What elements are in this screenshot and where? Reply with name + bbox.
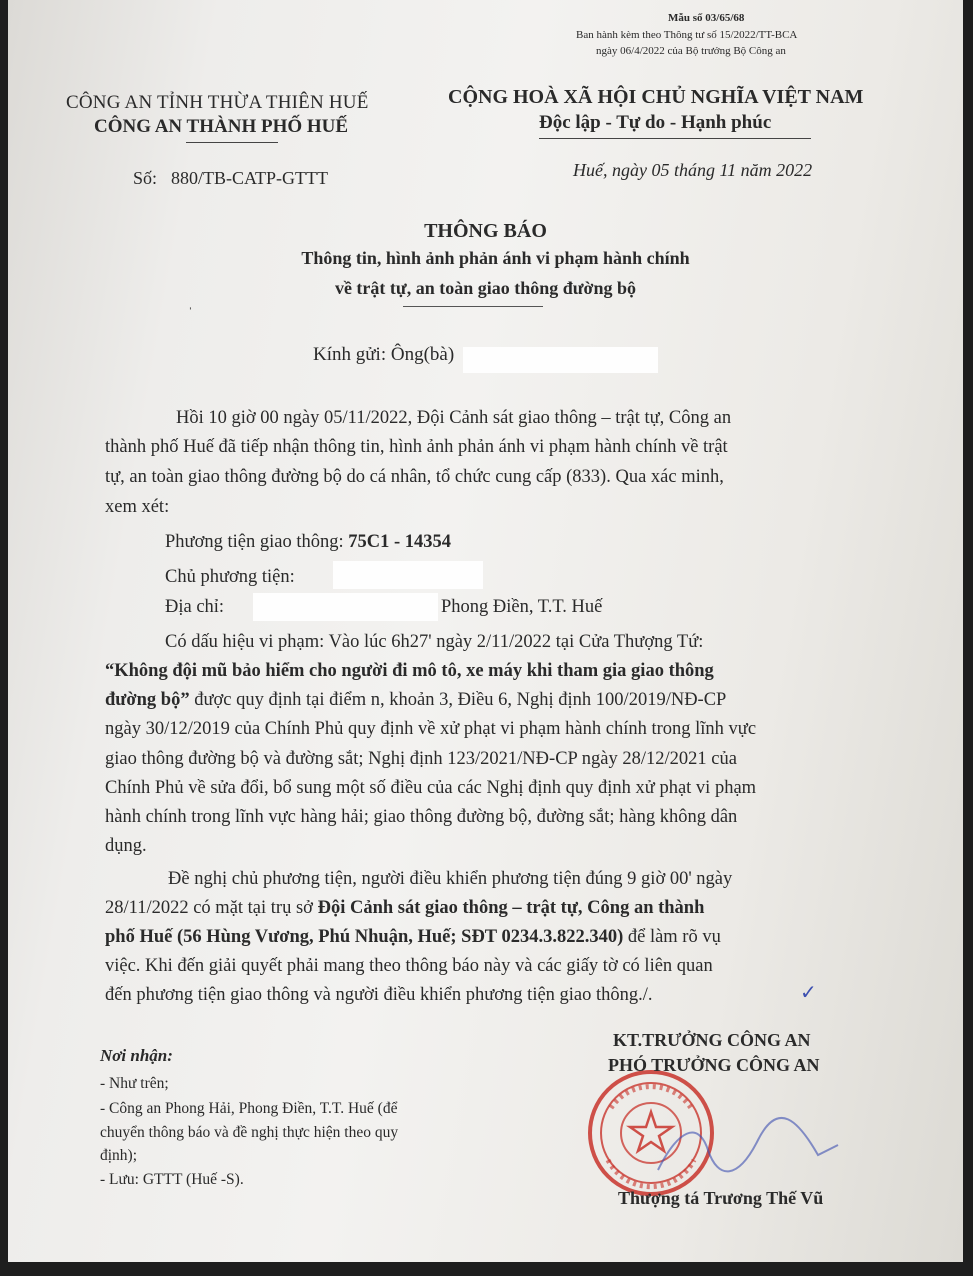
greeting-label: Kính gửi: Ông(bà) <box>313 344 455 365</box>
signature-title-2: PHÓ TRƯỞNG CÔNG AN <box>608 1055 820 1075</box>
signer-name: Thượng tá Trương Thế Vũ <box>618 1188 824 1208</box>
greeting <box>313 344 454 366</box>
vehicle-plate: 75C1 - 14354 <box>348 532 452 552</box>
recipient-item: định); <box>100 1147 138 1164</box>
recipients-title: Nơi nhận: <box>100 1046 173 1065</box>
violation-line-4: ngày 30/12/2019 của Chính Phủ quy định về xử phạt vi phạm hành chính trong lĩnh vực <box>105 719 757 739</box>
request-office-name: Đội Cảnh sát giao thông – trật tự, Công an thành <box>317 898 705 918</box>
vehicle-row <box>165 532 451 553</box>
issued-by-line-1: Ban hành kèm theo Thông tư số 15/2022/TT-BCA <box>576 29 798 41</box>
violation-line-7: hành chính trong lĩnh vực hàng hải; giao thông đường bộ, đường sắt; hàng không dân <box>105 807 738 827</box>
recipient-item: - Công an Phong Hải, Phong Điền, T.T. Huế (để <box>100 1100 398 1117</box>
document-number <box>133 168 328 189</box>
request-purpose: để làm rõ vụ <box>623 927 721 947</box>
issued-by-line-2: ngày 06/4/2022 của Bộ trưởng Bộ Công an <box>596 45 786 57</box>
vehicle-label: Phương tiện giao thông: <box>165 532 344 552</box>
violation-line-3 <box>105 690 726 711</box>
recipient-item: chuyển thông báo và đề nghị thực hiện theo quy <box>100 1124 399 1141</box>
handwritten-signature <box>648 1110 848 1190</box>
redacted-address <box>253 593 438 621</box>
signature-title-1: KT.TRƯỞNG CÔNG AN <box>613 1030 811 1050</box>
request-line-5: đến phương tiện giao thông và người điều khiển phương tiện giao thông./. <box>105 985 653 1005</box>
stray-mark: ˈ <box>188 306 193 321</box>
document-number-value: 880/TB-CATP-GTTT <box>171 168 329 188</box>
violation-line-6: Chính Phủ về sửa đổi, bổ sung một số điều của các Nghị định quy định xử phạt vi phạm <box>105 778 757 798</box>
document-title: THÔNG BÁO <box>424 220 547 242</box>
redacted-recipient-name <box>463 347 658 373</box>
violation-bold-end: đường bộ” <box>105 690 190 710</box>
request-line-2 <box>105 898 704 919</box>
violation-line-5: giao thông đường bộ và đường sắt; Nghị định 123/2021/NĐ-CP ngày 28/12/2021 của <box>105 749 737 769</box>
address-label: Địa chỉ: <box>165 597 225 617</box>
address-value: Phong Điền, T.T. Huế <box>441 597 603 617</box>
title-underline <box>403 306 543 307</box>
request-line-4: việc. Khi đến giải quyết phải mang theo thông báo này và các giấy tờ có liên quan <box>105 956 713 976</box>
recipient-item: - Như trên; <box>100 1075 169 1092</box>
issuing-organization: CÔNG AN THÀNH PHỐ HUẾ <box>94 116 349 137</box>
document-number-label: Số: <box>133 168 158 188</box>
request-line-3 <box>105 927 721 948</box>
violation-line-8: dụng. <box>105 836 147 856</box>
notice-document <box>8 0 963 1262</box>
recipient-item: - Lưu: GTTT (Huế -S). <box>100 1171 244 1188</box>
form-number: Mẫu số 03/65/68 <box>668 12 745 24</box>
national-title: CỘNG HOÀ XÃ HỘI CHỦ NGHĨA VIỆT NAM <box>448 86 864 108</box>
violation-line-1: Có dấu hiệu vi phạm: Vào lúc 6h27' ngày 2/11/2022 tại Cửa Thượng Tứ: <box>165 632 704 652</box>
document-subtitle-2: về trật tự, an toàn giao thông đường bộ <box>334 278 637 298</box>
org-underline <box>186 142 278 143</box>
paragraph-1-line-4: xem xét: <box>105 497 170 517</box>
place-and-date: Huế, ngày 05 tháng 11 năm 2022 <box>573 160 813 180</box>
national-motto: Độc lập - Tự do - Hạnh phúc <box>539 112 772 133</box>
motto-underline <box>539 138 811 139</box>
redacted-owner-name <box>333 561 483 589</box>
document-subtitle-1: Thông tin, hình ảnh phản ánh vi phạm hành chính <box>301 248 690 268</box>
owner-label: Chủ phương tiện: <box>165 567 295 587</box>
pen-check-mark: ✓ <box>800 982 817 1004</box>
request-meeting-place-intro: 28/11/2022 có mặt tại trụ sở <box>105 898 318 918</box>
request-office-address: phố Huế (56 Hùng Vương, Phú Nhuận, Huế; SĐT 0234.3.822.340) <box>105 927 624 947</box>
paragraph-1-line-1: Hồi 10 giờ 00 ngày 05/11/2022, Đội Cảnh sát giao thông – trật tự, Công an <box>176 408 732 428</box>
parent-organization: CÔNG AN TỈNH THỪA THIÊN HUẾ <box>66 92 369 113</box>
violation-legal-basis: được quy định tại điểm n, khoản 3, Điều 6, Nghị định 100/2019/NĐ-CP <box>189 690 727 710</box>
paragraph-1-line-3: tự, an toàn giao thông đường bộ do cá nhân, tổ chức cung cấp (833). Qua xác minh, <box>105 467 724 487</box>
request-line-1: Đề nghị chủ phương tiện, người điều khiển phương tiện đúng 9 giờ 00' ngày <box>168 869 733 889</box>
violation-line-2: “Không đội mũ bảo hiểm cho người đi mô tô, xe máy khi tham gia giao thông <box>105 661 714 681</box>
paragraph-1-line-2: thành phố Huế đã tiếp nhận thông tin, hình ảnh phản ánh vi phạm hành chính về trật <box>105 437 728 457</box>
